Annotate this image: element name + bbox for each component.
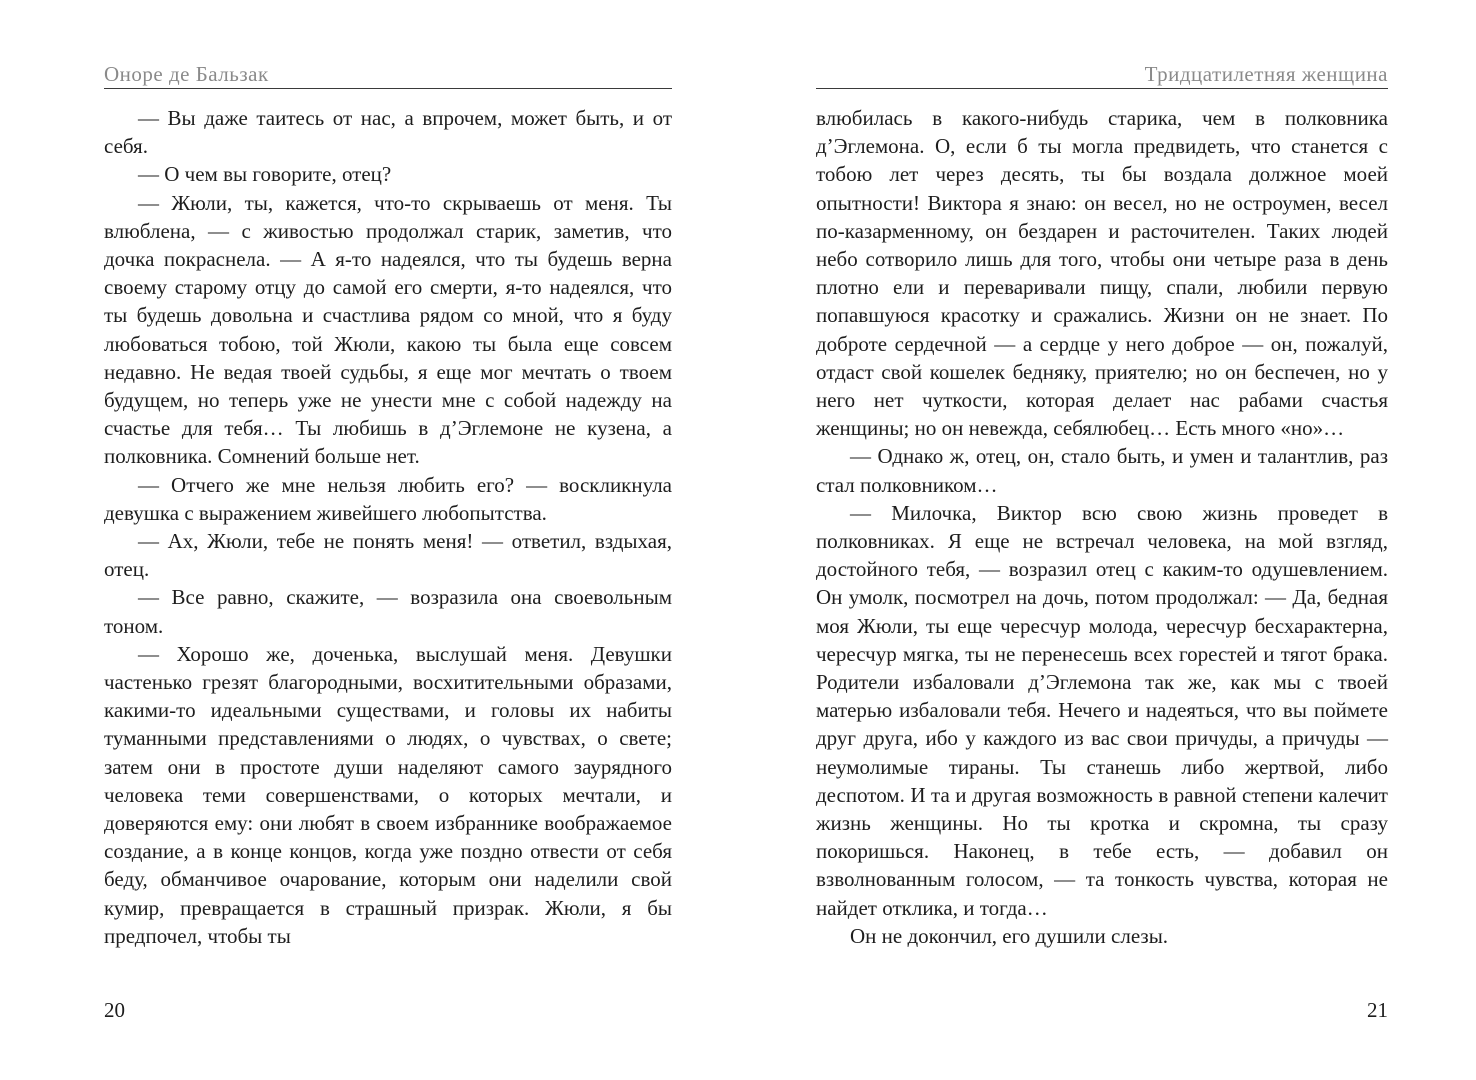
paragraph-continued: влюбилась в какого-нибудь старика, чем в полковника д’Эглемона. О, если б ты могла предвидеть, что станется с тобою лет через десять, ты бы воздала должное моей опытности! Виктора я знаю: он весел, но не остроумен, весел по-казарменному, он бездарен и расточителен. Таких людей небо сотворило лишь для того, чтобы они четыре раза в день плотно ели и переваривали пищу, спали, любили первую попавшуюся красотку и сражались. Жизни он не знает. По доброте сердечной — а сердце у него доброе — он, пожалуй, отдаст свой кошелек бедняку, приятелю; но он беспечен, но у него нет чуткости, которая делает нас рабами счастья женщины; но он невежда, себялюбец… Есть много «но»… (816, 106, 1388, 441)
page-number: 21 (1367, 998, 1388, 1022)
paragraph: — Отчего же мне нельзя любить его? — воскликнула девушка с выражением живейшего любопытства. (104, 472, 672, 525)
page-body (104, 104, 672, 950)
page-number: 20 (104, 998, 125, 1022)
header-rule (816, 88, 1388, 89)
paragraph: — Однако ж, отец, он, стало быть, и умен и талантлив, раз стал полковником… (816, 444, 1388, 497)
paragraph: — Жюли, ты, кажется, что-то скрываешь от меня. Ты влюблена, — с живостью продолжал старик, заметив, что дочка покраснела. — А я-то надеялся, что ты будешь верна своему старому отцу до самой его смерти, я-то надеялся, что ты будешь довольна и счастлива рядом со мной, что я буду любоваться тобою, той Жюли, какою ты была еще совсем недавно. Не ведая твоей судьбы, я еще мог мечтать о твоем будущем, но теперь уже не унести мне с собой надежду на счастье для тебя… Ты любишь в д’Эглемоне не кузена, а полковника. Сомнений больше нет. (104, 190, 672, 469)
header-rule (104, 88, 672, 89)
paragraph: — О чем вы говорите, отец? (138, 162, 392, 187)
paragraph: — Ах, Жюли, тебе не понять меня! — ответил, вздыхая, отец. (104, 529, 672, 582)
right-page (816, 0, 1388, 1080)
paragraph: Он не докончил, его душили слезы. (850, 923, 1169, 948)
paragraph: — Вы даже таитесь от нас, а впрочем, может быть, и от себя. (104, 106, 672, 159)
paragraph: — Все равно, скажите, — возразила она своевольным тоном. (104, 585, 672, 638)
running-head-title: Тридцатилетняя женщина (1144, 62, 1388, 86)
running-head-author: Оноре де Бальзак (104, 62, 269, 86)
left-page (104, 0, 672, 1080)
paragraph: — Хорошо же, доченька, выслушай меня. Девушки частенько грезят благородными, восхитительными образами, какими-то идеальными существами, и головы их набиты туманными представлениями о людях, о чувствах, о свете; затем они в простоте души наделяют самого заурядного человека теми совершенствами, о которых мечтали, и доверяются ему: они любят в своем избраннике воображаемое создание, а в конце концов, когда уже поздно отвести от себя беду, обманчивое очарование, которым они наделили свой кумир, превращается в страшный призрак. Жюли, я бы предпочел, чтобы ты (104, 641, 672, 948)
page-body (816, 104, 1388, 950)
paragraph: — Милочка, Виктор всю свою жизнь проведет в полковниках. Я еще не встречал человека, на мой взгляд, достойного тебя, — возразил отец с каким-то одушевлением. Он умолк, посмотрел на дочь, потом продолжал: — Да, бедная моя Жюли, ты еще чересчур молода, чересчур бесхарактерна, чересчур мягка, ты не перенесешь всех горестей и тягот брака. Родители избаловали д’Эглемона так же, как мы с твоей матерью избаловали тебя. Нечего и надеяться, что вы поймете друг друга, ибо у каждого из вас свои причуды, а причуды — неумолимые тираны. Ты станешь либо жертвой, либо деспотом. И та и другая возможность в равной степени калечит жизнь женщины. Но ты кротка и скромна, ты сразу покоришься. Наконец, в тебе есть, — добавил он взволнованным голосом, — та тонкость чувства, которая не найдет отклика, и тогда… (816, 500, 1388, 920)
